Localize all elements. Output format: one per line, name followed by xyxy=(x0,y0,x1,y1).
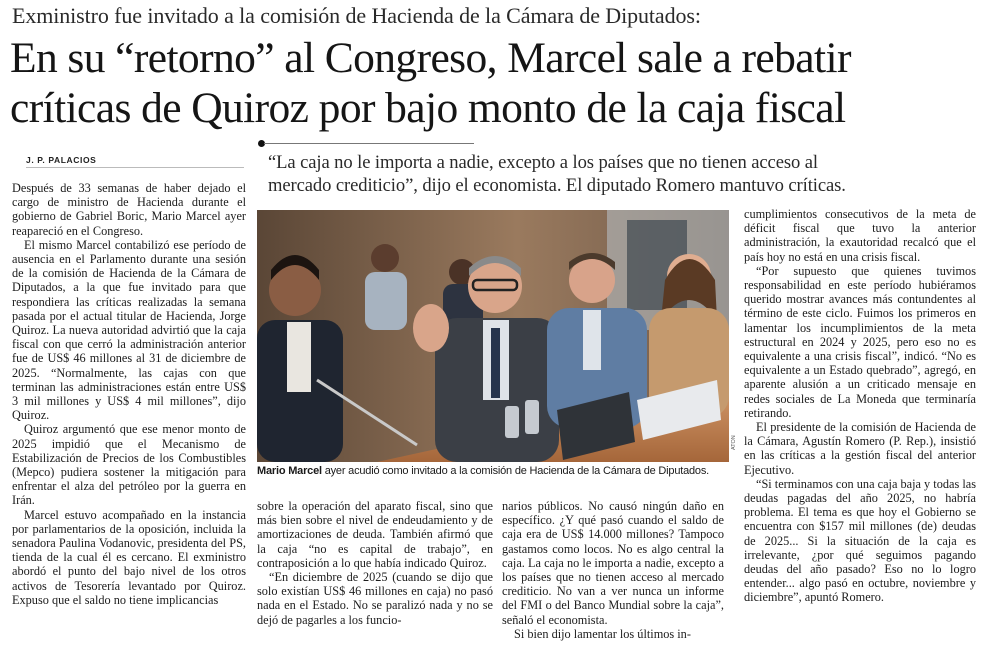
byline: J. P. PALACIOS xyxy=(26,155,97,165)
paragraph: sobre la operación del aparato fiscal, sino que más bien sobre el nivel de endeudamiento y de amortizaciones de deuda. También afirmó que la caja “no es capital de trabajo”, en contraposición a lo que había indicado Quiroz. xyxy=(257,499,493,570)
paragraph: Si bien dijo lamentar los últimos in- xyxy=(514,626,691,641)
paragraph: El presidente de la comisión de Hacienda de la Cámara, Agustín Romero (P. Rep.), insistió en las críticas a la gestión fiscal del anterior Ejecutivo. xyxy=(744,420,976,477)
paragraph: narios públicos. No causó ningún daño en específico. ¿Y qué pasó cuando el saldo de caja era de US$ 14.000 millones? Tampoco gastamos como locos. No es algo central la caja. La caja no le importa a nadie, excepto a los países que no tienen acceso al mercado crediticio. No van a ver nunca un informe del FMI o del Banco Mundial sobre la caja”, señaló el economista. xyxy=(502,499,724,627)
paragraph: Después de 33 semanas de haber dejado el cargo de ministro de Hacienda durante el gobierno de Gabriel Boric, Mario Marcel ayer reapareció en el Congreso. xyxy=(12,181,246,238)
deck xyxy=(268,151,980,197)
photo-caption xyxy=(257,464,731,478)
paragraph: El mismo Marcel contabilizó ese período de ausencia en el Parlamento durante una sesión de la comisión de Hacienda de la Cámara de Diputados, a la que fue invitado para que respondiera las críticas realizadas la semana pasada por el actual titular de Hacienda, Jorge Quiroz. La nueva autoridad advirtió que la caja fiscal con que cerró la administración anterior fue de US$ 46 millones al 31 de diciembre de 2025. “Normalmente, las cajas con que terminan las administraciones están entre US$ 3 mil millones y US$ 4 mil millones”, dijo Quiroz. xyxy=(12,237,246,423)
news-photo xyxy=(257,210,729,462)
paragraph: “Por supuesto que quienes tuvimos responsabilidad en este período hubiéramos querido mostrar avances más contundentes al término de este ciclo. Fuimos los primeros en lamentar los incumplimientos de la meta estructural en 2024 y 2025, pero eso no es equivalente a una crisis fiscal”, indicó. “No es equivalente a un Estado quebrado”, agregó, en aparente alusión a un criticado mensaje en redes sociales de La Moneda que terminaría retirando. xyxy=(744,263,976,420)
headline xyxy=(10,33,980,133)
paragraph: cumplimientos consecutivos de la meta de déficit fiscal que tuvo la anterior administración, la exautoridad recalcó que el país hoy no está en una crisis fiscal. xyxy=(744,207,976,264)
body-column-2 xyxy=(257,499,493,627)
body-column-3 xyxy=(502,499,724,641)
headline-line-1: En su “retorno” al Congreso, Marcel sale a rebatir xyxy=(10,34,851,82)
body-column-4 xyxy=(744,207,976,605)
photo-illustration xyxy=(257,210,729,462)
paragraph: “Si terminamos con una caja baja y todas las deudas pagadas del año 2025, no habría problema. El tema es que hoy el Gobierno se encuentra con $157 mil millones (de) deudas de 2025... Si la situación de la caja es irrelevante, ¿por qué seguimos pagando deudas del año pasado? Eso no lo logro entender... algo pasó en octubre, noviembre y diciembre”, apuntó Romero. xyxy=(744,476,976,605)
headline-line-2: críticas de Quiroz por bajo monto de la caja fiscal xyxy=(10,84,846,132)
kicker: Exministro fue invitado a la comisión de Hacienda de la Cámara de Diputados: xyxy=(12,3,701,28)
paragraph: Quiroz argumentó que ese menor monto de 2025 impidió que el Mecanismo de Estabilización de Precios de los Combustibles (Mepco) pudiera sostener la mitigación para enfrentar el alza del petróleo por la guerra en Irán. xyxy=(12,422,246,508)
deck-line-2: mercado crediticio”, dijo el economista. El diputado Romero mantuvo críticas. xyxy=(268,175,846,196)
deck-line-1: “La caja no le importa a nadie, excepto a los países que no tienen acceso al xyxy=(268,152,818,173)
ornament-rule xyxy=(264,143,474,144)
paragraph: “En diciembre de 2025 (cuando se dijo que solo existían US$ 46 millones en caja) no pasó nada en el Estado. No se paralizó nada y no se dejó de pagarles a los funcio- xyxy=(257,570,493,627)
paragraph: Marcel estuvo acompañado en la instancia por parlamentarios de la oposición, incluida la senadora Paulina Vodanovic, presidenta del PS, tienda de la cual él es cercano. El exministro abordó el punto del bajo nivel de los otros activos de Tesorería levantado por Quiroz. Expuso que el saldo no tiene implicancias xyxy=(12,507,246,607)
body-column-1 xyxy=(12,181,246,607)
photo-credit: ATON xyxy=(731,435,737,450)
caption-text: ayer acudió como invitado a la comisión de Hacienda de la Cámara de Diputados. xyxy=(321,465,710,477)
byline-rule xyxy=(26,167,244,168)
caption-name: Mario Marcel xyxy=(257,465,322,477)
